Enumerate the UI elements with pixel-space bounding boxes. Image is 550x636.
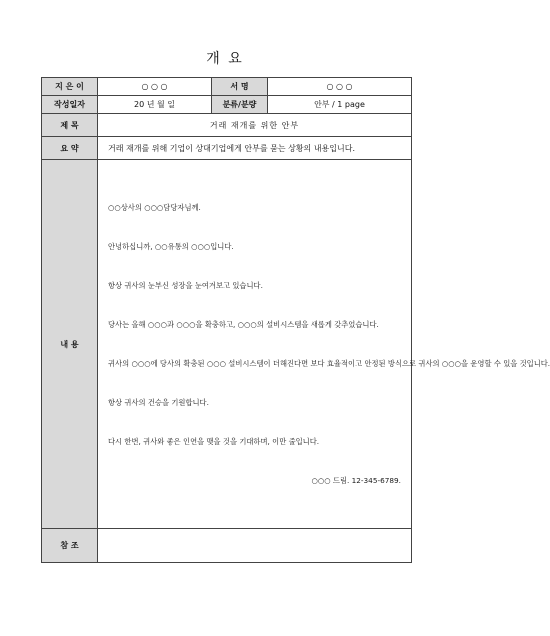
category-value: 안부 / 1 page bbox=[268, 96, 412, 114]
content-paragraph-greeting: ○○상사의 ○○○담당자님께. bbox=[108, 203, 201, 212]
content-paragraph-news: 당사는 올해 ○○○과 ○○○을 확충하고, ○○○의 설비시스템을 새롭게 갖추었습니다. bbox=[108, 320, 379, 329]
signature-label: 서 명 bbox=[212, 78, 268, 96]
date-row bbox=[42, 96, 412, 114]
reference-value bbox=[98, 529, 412, 563]
subject-label: 제 목 bbox=[42, 114, 98, 137]
reference-label: 참 조 bbox=[42, 529, 98, 563]
summary-row bbox=[42, 137, 412, 160]
content-paragraph-intro: 안녕하십니까, ○○유통의 ○○○입니다. bbox=[108, 242, 234, 251]
author-label: 지 은 이 bbox=[42, 78, 98, 96]
subject-row bbox=[42, 114, 412, 137]
author-row bbox=[42, 78, 412, 96]
date-value: 20 년 월 일 bbox=[98, 96, 212, 114]
reference-row bbox=[42, 529, 412, 563]
content-paragraph-closing: 다시 한번, 귀사와 좋은 인연을 맺을 것을 기대하며, 이만 줄입니다. bbox=[108, 437, 320, 446]
date-label: 작성일자 bbox=[42, 96, 98, 114]
content-paragraph-praise: 항상 귀사의 눈부신 성장을 눈여겨보고 있습니다. bbox=[108, 281, 263, 290]
summary-value: 거래 재개를 위해 기업이 상대기업에게 안부를 묻는 상황의 내용입니다. bbox=[98, 137, 412, 160]
author-value: ○ ○ ○ bbox=[98, 78, 212, 96]
category-label: 분류/분량 bbox=[212, 96, 268, 114]
document-title: 개 요 bbox=[206, 51, 244, 67]
summary-label: 요 약 bbox=[42, 137, 98, 160]
content-body bbox=[98, 160, 550, 529]
content-label: 내 용 bbox=[42, 160, 98, 529]
content-paragraph-wishes: 항상 귀사의 건승을 기원합니다. bbox=[108, 398, 209, 407]
document-form-table bbox=[41, 77, 550, 563]
content-paragraph-proposal: 귀사의 ○○○에 당사의 확충된 ○○○ 설비시스템이 더해진다면 보다 효율적이고 안정된 방식으로 귀사의 ○○○을 운영할 수 있을 것입니다. bbox=[108, 359, 550, 368]
content-row bbox=[42, 160, 412, 529]
content-signature: ○○○ 드림. 12-345-6789. bbox=[311, 476, 401, 485]
signature-value: ○ ○ ○ bbox=[268, 78, 412, 96]
subject-value: 거래 재개를 위한 안부 bbox=[98, 114, 412, 137]
